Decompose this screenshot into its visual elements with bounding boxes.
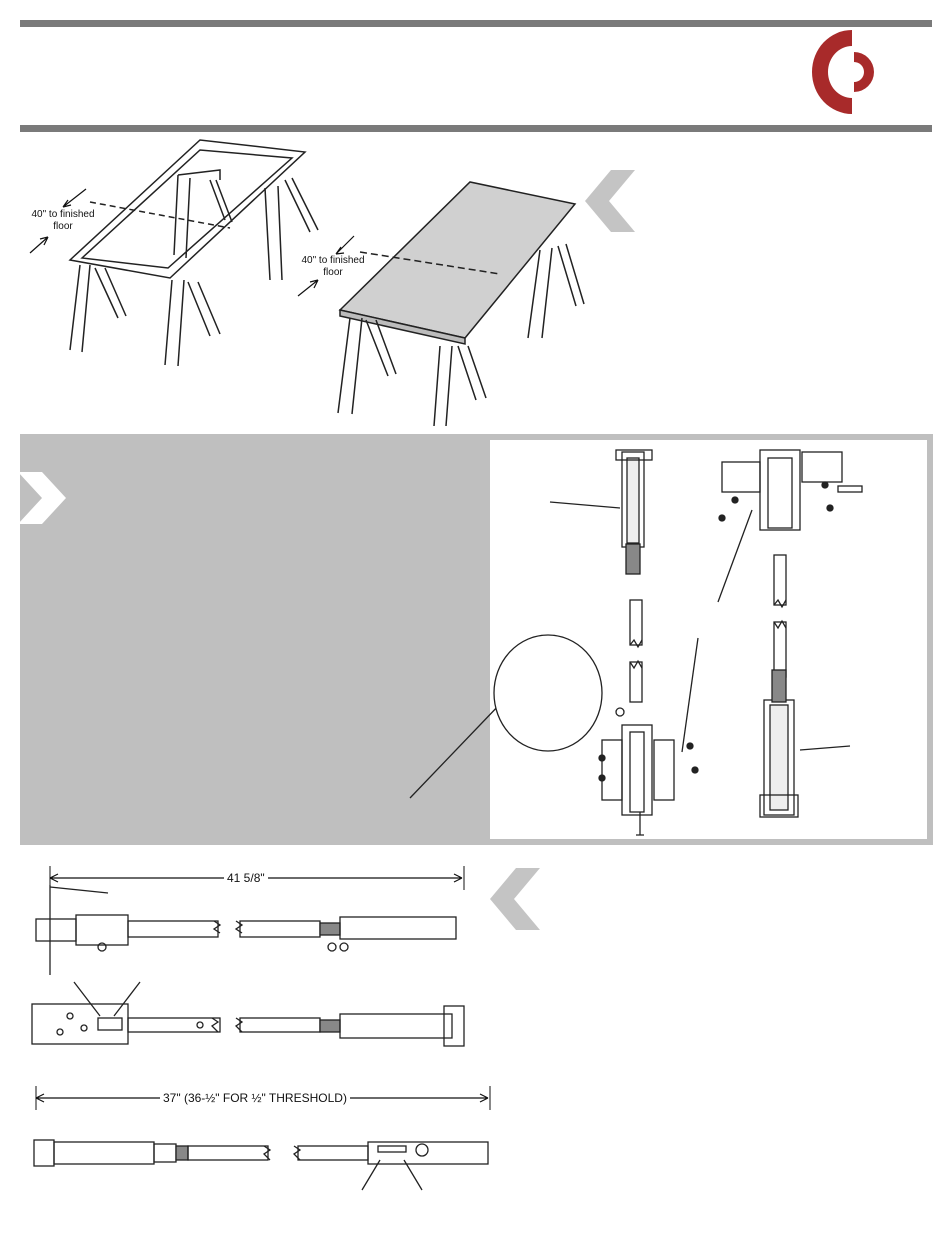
frame-height-label-line1: 40" to finished: [31, 209, 95, 220]
detail-callout-circle: [494, 635, 602, 751]
door-slab-illustration: [330, 178, 590, 428]
rod-top-side-view: [36, 885, 466, 955]
frame-dimension-arrows: [28, 185, 88, 265]
rod-bottom-length-label: 37" (36-½" FOR ½" THRESHOLD): [160, 1091, 350, 1105]
frame-height-label-line2: floor: [53, 221, 73, 232]
header-rule-top: [20, 20, 932, 27]
brand-c-logo-icon: [812, 26, 892, 116]
door-dimension-arrows: [296, 232, 356, 302]
chevron-left-icon: [490, 868, 542, 930]
rod-bottom-view: [32, 1130, 492, 1210]
header-rule-bottom: [20, 125, 932, 132]
door-height-label-line2: floor: [323, 267, 343, 278]
rod-top-plan-view: [30, 982, 470, 1052]
chevron-right-icon: [18, 472, 68, 524]
rod-top-length-label: 41 5/8": [224, 871, 268, 885]
door-height-label-line1: 40" to finished: [301, 255, 365, 266]
hardware-exploded-diagram: [490, 440, 927, 839]
chevron-left-icon: [585, 170, 637, 232]
